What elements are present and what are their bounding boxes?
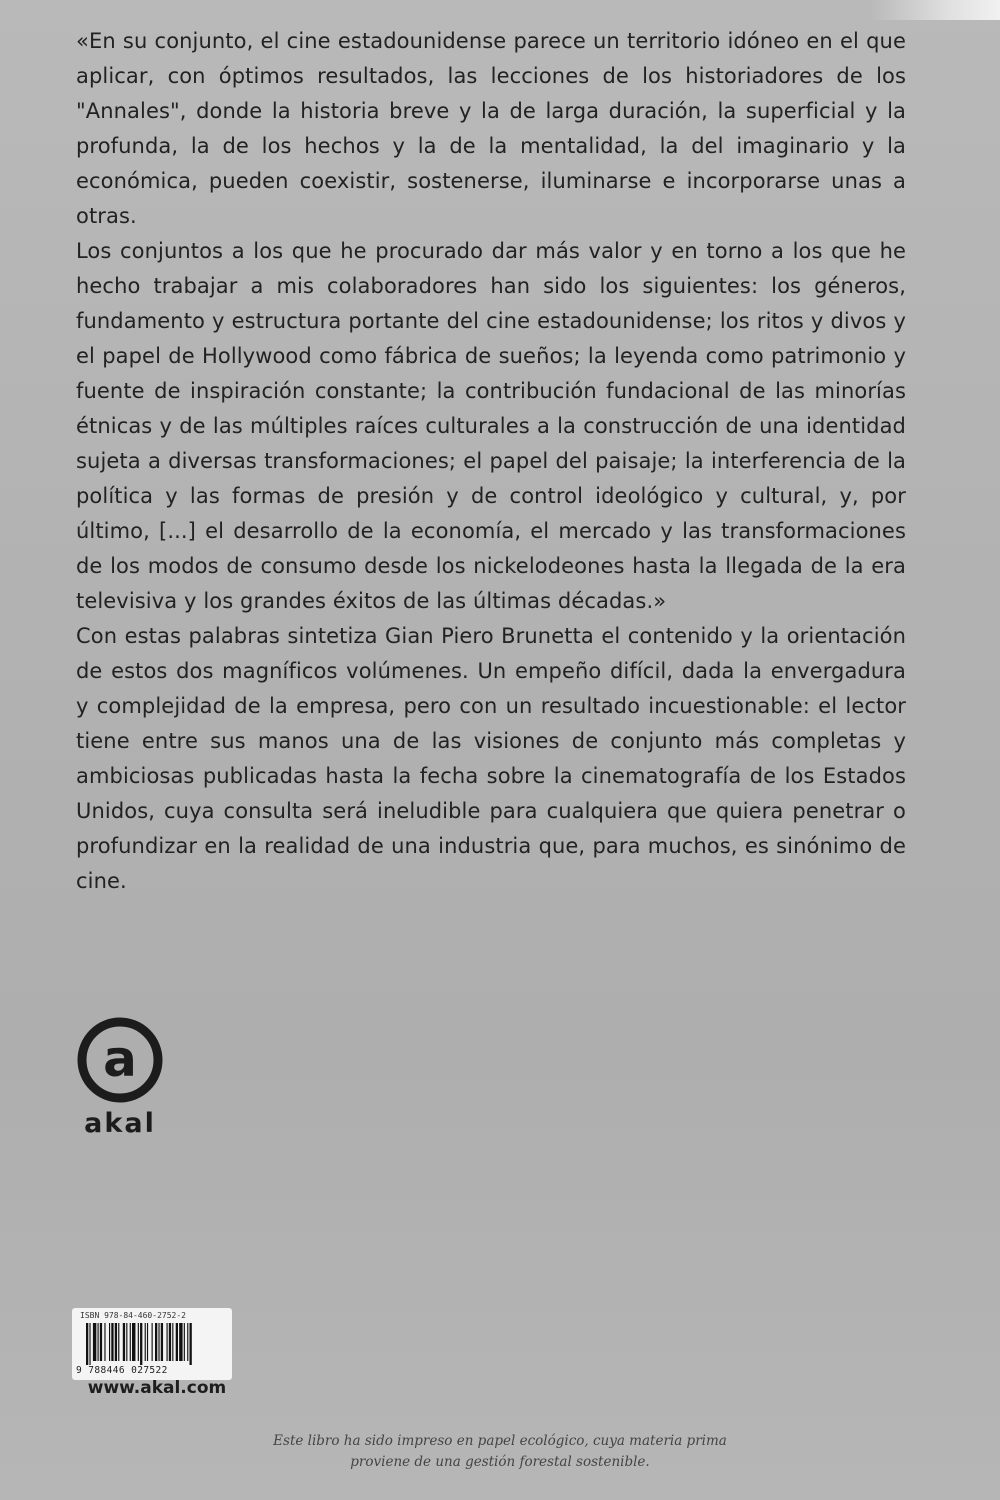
barcode-bar <box>132 1323 135 1361</box>
isbn-text: ISBN 978-84-460-2752-2 <box>80 1311 186 1320</box>
barcode-graphic <box>86 1323 220 1365</box>
barcode-bar <box>126 1323 127 1361</box>
barcode-bar <box>123 1323 125 1361</box>
barcode-bar <box>145 1323 146 1361</box>
barcode-bar <box>172 1323 173 1361</box>
barcode-bar <box>130 1323 131 1361</box>
blurb-paragraph-quote-1: «En su conjunto, el cine estadounidense parece un territorio idóneo en el que aplicar, con óptimos resultados, las lecciones de los historiadores de los "Annales", donde la historia breve y la de larga duración, la superficial y la profunda, la de los hechos y la de la mentalidad, la del imaginario y la económica, pueden coexistir, sostenerse, iluminarse e incorporarse unas a otras. <box>76 29 906 228</box>
barcode-bar <box>187 1323 188 1361</box>
akal-logo <box>70 1016 170 1138</box>
barcode-bar <box>179 1323 182 1361</box>
barcode-bar <box>98 1323 99 1361</box>
barcode-bar <box>190 1323 192 1365</box>
isbn-barcode-label <box>72 1308 232 1380</box>
akal-logo-icon <box>76 1016 164 1104</box>
blurb-paragraph-quote-2: Los conjuntos a los que he procurado dar más valor y en torno a los que he hecho trabajar a mis colaboradores han sido los siguientes: los géneros, fundamento y estructura portante del cine estadounidense; los ritos y divos y el papel de Hollywood como fábrica de sueños; la leyenda como patrimonio y fuente de inspiración constante; la contribución fundacional de las minorías étnicas y de las múltiples raíces culturales a la construcción de una identidad sujeta a diversas transformaciones; el papel del paisaje; la interferencia de la política y las formas de presión y de control ideológico y cultural, y, por último, [...] el desarrollo de la economía, el mercado y las transformaciones de los modos de consumo desde los nickelodeones hasta la llegada de la era televisiva y los grandes éxitos de las últimas décadas.» <box>76 239 906 613</box>
barcode-bar <box>176 1323 178 1361</box>
barcode-bar <box>104 1323 105 1361</box>
barcode-digits: 9 788446 027522 <box>76 1365 168 1376</box>
logo-wordmark: akal <box>84 1108 156 1139</box>
barcode-bar <box>152 1323 153 1361</box>
barcode-bar <box>111 1323 113 1361</box>
barcode-bar <box>115 1323 117 1361</box>
barcode-bar <box>109 1323 110 1361</box>
publisher-website: www.akal.com <box>87 1378 227 1398</box>
barcode-bar <box>161 1323 163 1361</box>
barcode-bar <box>155 1323 157 1361</box>
blurb-text <box>76 24 906 899</box>
barcode-bar <box>140 1323 142 1365</box>
barcode-bar <box>147 1323 148 1361</box>
corner-highlight <box>870 0 1000 20</box>
barcode-bar <box>89 1323 90 1365</box>
barcode-bar <box>167 1323 168 1361</box>
eco-note-line-1: Este libro ha sido impreso en papel ecológico, cuya materia prima <box>273 1433 727 1449</box>
barcode-bar <box>138 1323 139 1361</box>
barcode-bar <box>158 1323 159 1361</box>
barcode-bar <box>118 1323 119 1361</box>
blurb-paragraph-summary: Con estas palabras sintetiza Gian Piero Brunetta el contenido y la orientación de estos dos magníficos volúmenes. Un empeño difícil, dada la envergadura y complejidad de la empresa, pero con un resultado incuestionable: el lector tiene entre sus manos una de las visiones de conjunto más completas y ambiciosas publicadas hasta la fecha sobre la cinematografía de los Estados Unidos, cuya consulta será ineludible para cualquiera que quiera penetrar o profundizar en la realidad de una industria que, para muchos, es sinónimo de cine. <box>76 624 906 893</box>
eco-note-line-2: proviene de una gestión forestal sostenible. <box>350 1454 650 1470</box>
barcode-bar <box>93 1323 96 1361</box>
barcode-bar <box>100 1323 102 1361</box>
eco-paper-note <box>200 1431 800 1473</box>
barcode-bar <box>184 1323 185 1361</box>
logo-letter: a <box>103 1030 137 1088</box>
barcode-bar <box>169 1323 171 1361</box>
barcode-bar <box>86 1323 88 1365</box>
